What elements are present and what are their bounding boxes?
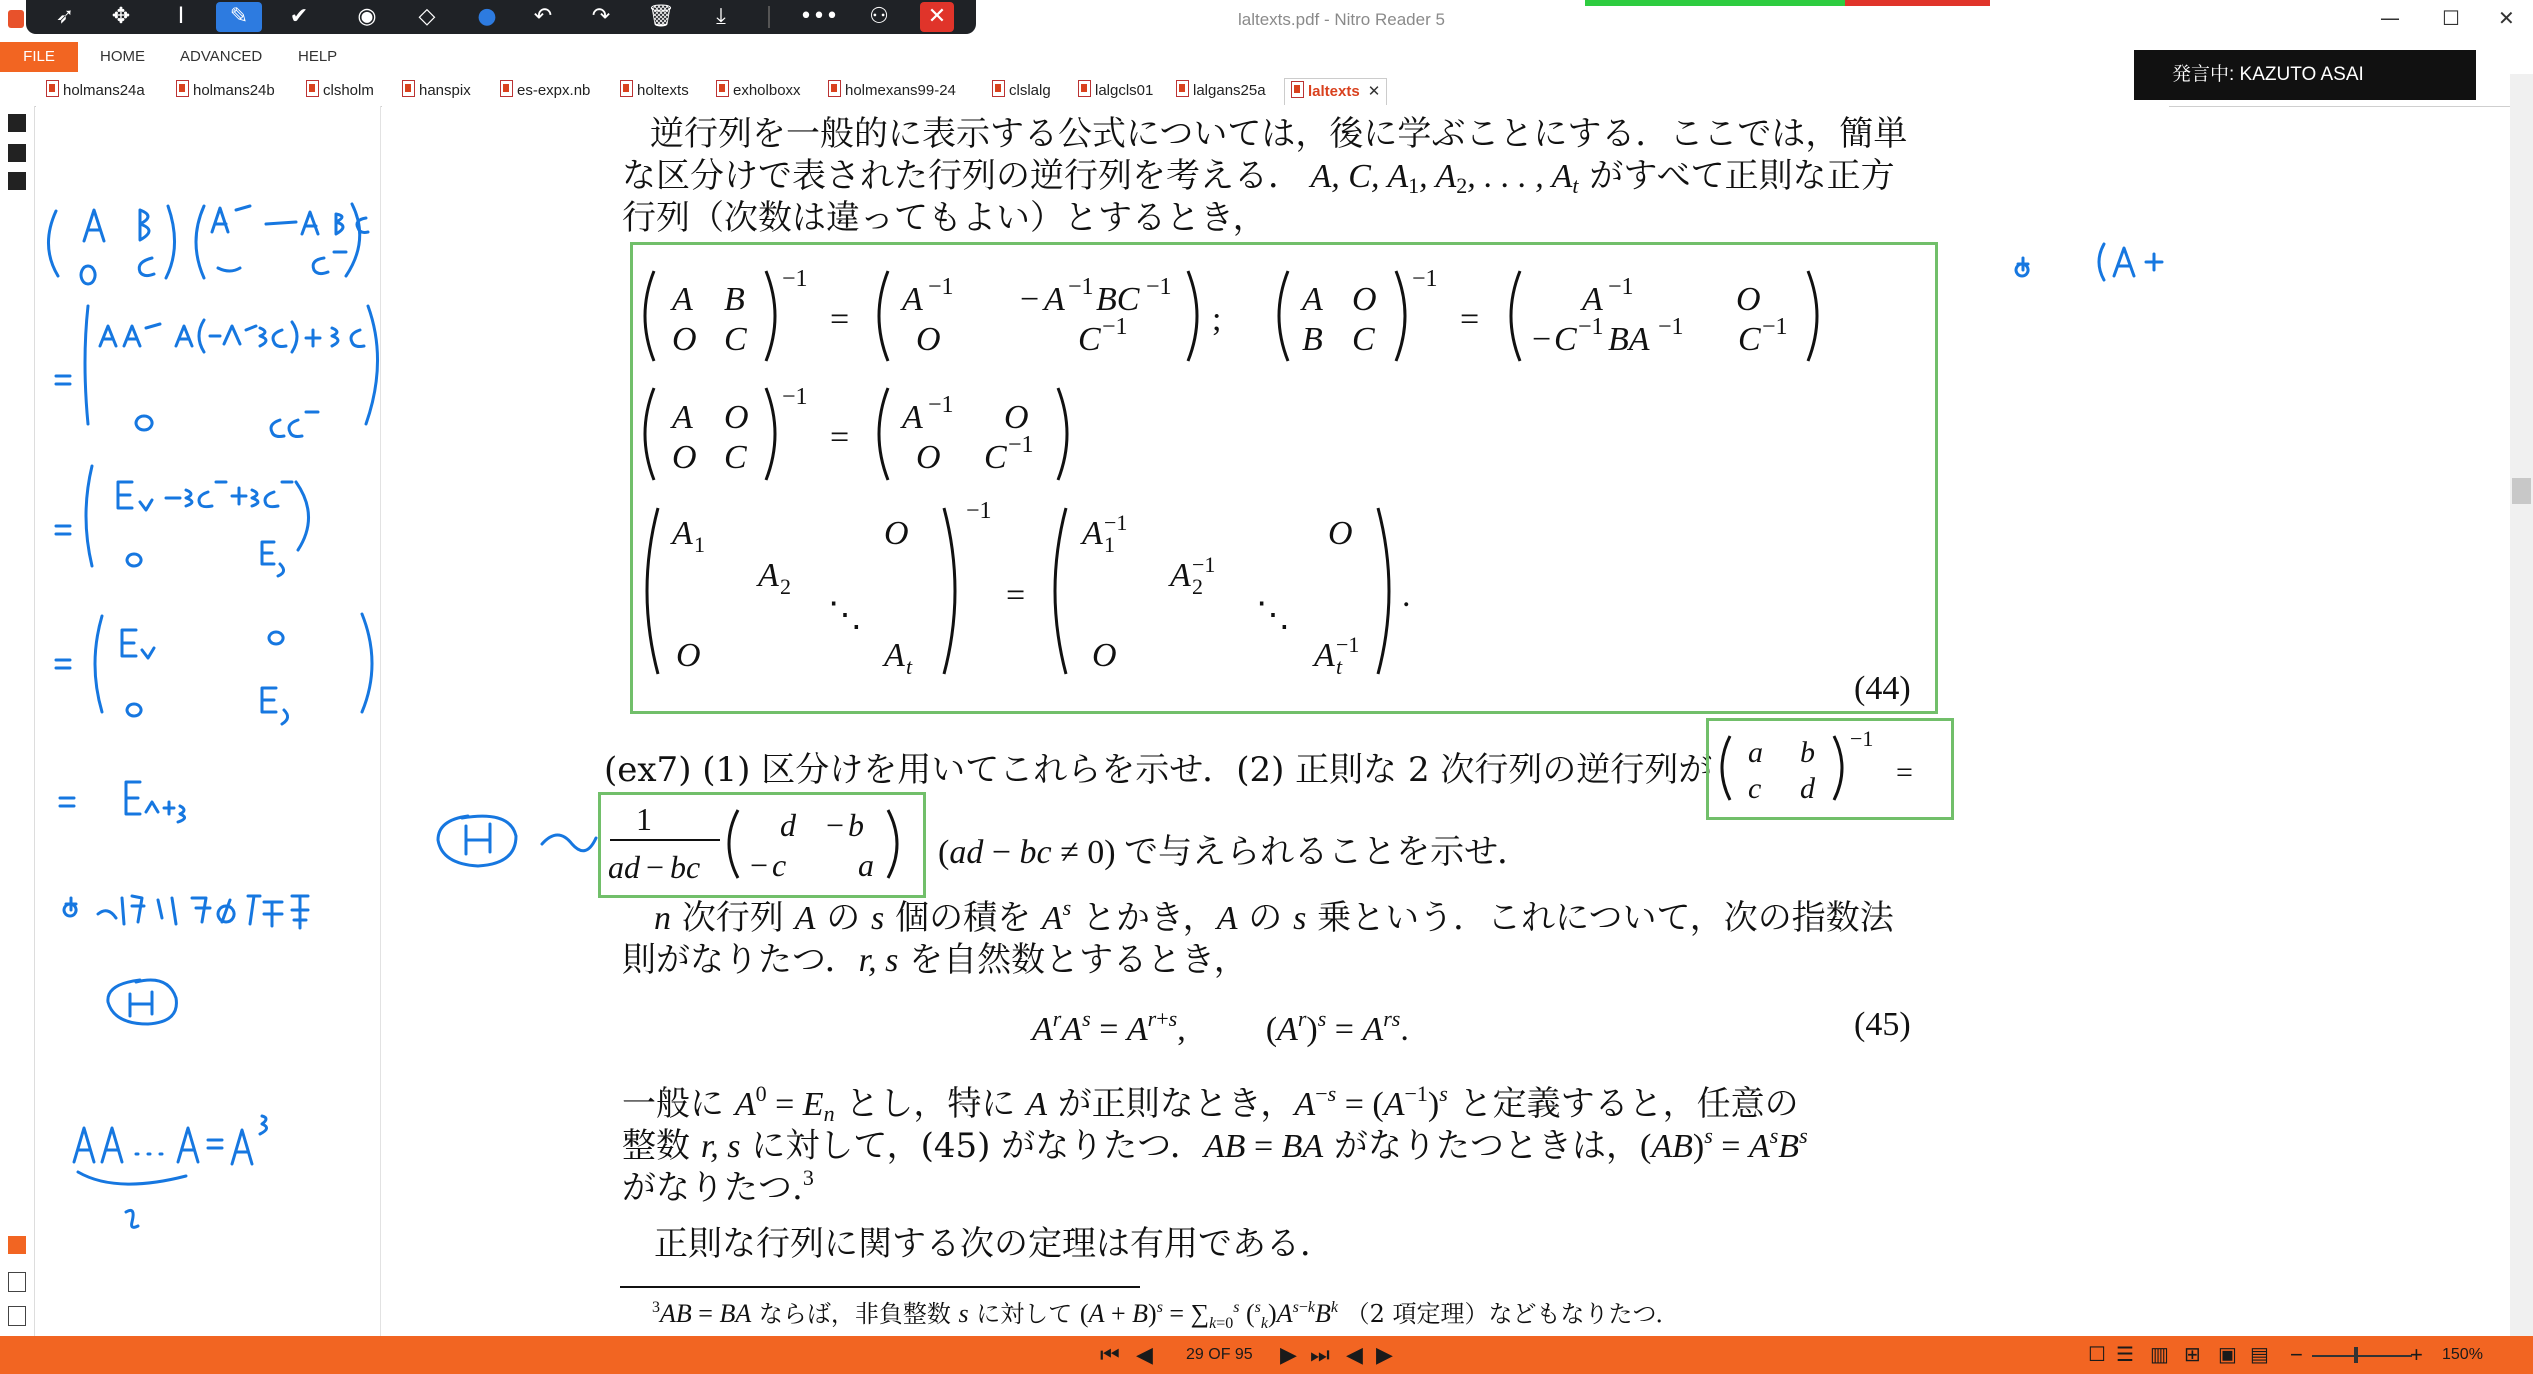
svg-text:−1: −1 xyxy=(782,266,808,292)
pdf-icon xyxy=(828,80,841,97)
svg-text:O: O xyxy=(1092,637,1117,674)
scrollbar-thumb[interactable] xyxy=(2512,478,2531,504)
pdf-icon xyxy=(500,80,513,97)
para2-t5: の xyxy=(1248,898,1283,938)
tab-hanspix[interactable]: hanspix xyxy=(402,78,471,104)
handwriting-ink xyxy=(36,106,380,1336)
handwritten-notes-panel xyxy=(36,106,381,1336)
list-icon[interactable] xyxy=(8,1272,26,1292)
svg-text:A: A xyxy=(672,281,693,318)
svg-text:−: − xyxy=(750,847,769,883)
para3-line3: がなりたつ.$^3$ xyxy=(622,1165,814,1208)
zoom-level[interactable]: 150% xyxy=(2442,1346,2483,1363)
para3-t7: がなりたつときは， xyxy=(1333,1126,1640,1166)
svg-text:A: A xyxy=(758,557,779,594)
tab-holmans24a[interactable]: holmans24a xyxy=(46,78,145,104)
next-page-icon[interactable]: ▶ xyxy=(1280,1342,1297,1367)
svg-text:−1: −1 xyxy=(1192,552,1216,577)
para3-t4: と定義すると，任意の xyxy=(1458,1084,1799,1124)
svg-text:−1: −1 xyxy=(928,274,954,300)
text-cursor-icon[interactable]: I xyxy=(177,4,185,29)
para1-line2-text: な区分けで表された行列の逆行列を考える． xyxy=(622,156,1302,196)
vertical-scrollbar[interactable] xyxy=(2510,74,2533,1336)
continuous-icon[interactable]: ☰ xyxy=(2116,1344,2134,1366)
tab-close-icon[interactable]: ✕ xyxy=(1367,83,1381,100)
window-close-icon[interactable]: ✕ xyxy=(2498,6,2515,30)
math-inline: A, C, A xyxy=(1302,158,1409,195)
svg-text:C: C xyxy=(1352,321,1375,358)
close-icon[interactable]: ✕ xyxy=(920,2,954,32)
para3-t8: がなりたつ. xyxy=(622,1168,803,1208)
para1-line2-tail: がすべて正則な正方 xyxy=(1589,156,1895,196)
svg-text:−1: −1 xyxy=(1146,274,1172,300)
svg-text:c: c xyxy=(1748,772,1762,805)
svg-text:d: d xyxy=(1800,772,1815,805)
svg-text:.: . xyxy=(1402,577,1411,614)
svg-text:=: = xyxy=(1896,756,1913,789)
svg-text:O: O xyxy=(672,321,697,358)
svg-text:⋱: ⋱ xyxy=(1256,597,1290,634)
color-dot-icon[interactable]: ● xyxy=(477,4,497,29)
svg-text:a: a xyxy=(1748,736,1763,769)
para3-t3: が正則なとき， xyxy=(1057,1084,1295,1124)
svg-text:c: c xyxy=(772,847,787,883)
svg-text:1: 1 xyxy=(1104,532,1115,557)
tab-exholboxx[interactable]: exholboxx xyxy=(716,78,801,104)
para1-line2: な区分けで表された行列の逆行列を考える． A, C, A1, A2, . . . , At がすべて正則な正方 xyxy=(622,156,1895,198)
para2-t2: の xyxy=(826,898,861,938)
svg-text:A: A xyxy=(902,399,923,436)
pan-icon[interactable]: ✥ xyxy=(111,4,131,29)
svg-text:−1: −1 xyxy=(928,392,954,418)
svg-text:ad: ad xyxy=(608,849,640,885)
zoom-slider-thumb[interactable] xyxy=(2354,1347,2358,1363)
zoom-out-icon[interactable]: − xyxy=(2290,1342,2303,1367)
svg-text:C: C xyxy=(1554,321,1577,358)
pen-icon[interactable]: ✎ xyxy=(216,2,262,32)
para3-t1: 一般に xyxy=(622,1084,724,1124)
svg-text:t: t xyxy=(1336,654,1343,679)
exponent-laws: $A^rA^s = A^{r+s}$, $(A^r)^s = A^{rs}$. xyxy=(1032,1006,1409,1048)
para3-line1: 一般に $A^0 = En$ とし，特に A が正則なとき，$A^{-s} = (A^{-1})^s$ と定義すると，任意の xyxy=(622,1081,1799,1126)
para3-t5: 整数 xyxy=(622,1126,690,1166)
para2-t6: 乗という．これについて，次の指数法 xyxy=(1317,898,1894,938)
svg-text:A: A xyxy=(1082,515,1103,552)
progress-green xyxy=(1585,0,1845,6)
fullscreen-icon[interactable]: ▣ xyxy=(2218,1344,2237,1366)
tab-holmans24b[interactable]: holmans24b xyxy=(176,78,275,104)
pdf-icon xyxy=(176,80,189,97)
svg-text:1: 1 xyxy=(636,801,652,837)
para2-line2: 則がなりたつ．r, s を自然数とするとき， xyxy=(622,940,1248,980)
svg-text:C: C xyxy=(1738,321,1761,358)
svg-text:−1: −1 xyxy=(1068,274,1094,300)
pdf-icon xyxy=(46,80,59,97)
stamp-icon[interactable]: ◉ xyxy=(357,4,377,29)
pdf-icon xyxy=(716,80,729,97)
svg-text:A: A xyxy=(1170,557,1191,594)
trash-icon[interactable]: 🗑 xyxy=(647,4,675,29)
pdf-icon xyxy=(992,80,1005,97)
para1-line3: 行列（次数は違ってもよい）とするとき， xyxy=(622,198,1267,238)
svg-text:B: B xyxy=(1302,321,1323,358)
progress-red xyxy=(1845,0,1990,6)
svg-text:=: = xyxy=(1006,577,1026,614)
svg-text:;: ; xyxy=(1212,301,1222,338)
svg-text:O: O xyxy=(1352,281,1377,318)
pdf-icon xyxy=(306,80,319,97)
tab-es-expx[interactable]: es-expx.nb xyxy=(500,78,590,104)
svg-text:−: − xyxy=(646,849,665,885)
svg-text:A: A xyxy=(1582,281,1603,318)
svg-text:BC: BC xyxy=(1096,281,1140,318)
svg-text:A: A xyxy=(884,637,905,674)
pdf-icon xyxy=(620,80,633,97)
single-page-icon[interactable]: ☐ xyxy=(2088,1344,2106,1366)
svg-text:−1: −1 xyxy=(1578,314,1604,340)
tab-lalgans25a[interactable]: lalgans25a xyxy=(1176,78,1266,104)
checkmark-icon[interactable]: ✔ xyxy=(289,4,309,29)
menu-advanced[interactable]: ADVANCED xyxy=(180,48,263,65)
svg-text:A: A xyxy=(1314,637,1335,674)
svg-text:O: O xyxy=(1004,399,1029,436)
svg-text:C: C xyxy=(724,321,747,358)
share-icon[interactable]: ⚇ xyxy=(869,4,889,29)
svg-text:BA: BA xyxy=(1608,321,1650,358)
document-tabs xyxy=(0,74,2533,107)
back-view-icon[interactable]: ◀ xyxy=(1346,1342,1363,1367)
page-indicator[interactable]: 29 OF 95 xyxy=(1186,1346,1253,1363)
tab-holtexts[interactable]: holtexts xyxy=(620,78,689,104)
svg-text:=: = xyxy=(1460,301,1480,338)
svg-text:B: B xyxy=(724,281,745,318)
svg-text:O: O xyxy=(1736,281,1761,318)
svg-text:A: A xyxy=(902,281,923,318)
pdf-icon xyxy=(1291,81,1304,98)
para4: 正則な行列に関する次の定理は有用である． xyxy=(654,1224,1334,1264)
svg-text:O: O xyxy=(884,515,909,552)
svg-text:a: a xyxy=(858,847,874,883)
svg-text:b: b xyxy=(1800,736,1815,769)
eraser-icon[interactable]: ◇ xyxy=(418,4,436,29)
ex7-line2: (ad − bc ≠ 0) で与えられることを示せ． xyxy=(938,832,1532,872)
svg-text:−1: −1 xyxy=(1102,314,1128,340)
tab-clslalg[interactable]: clslalg xyxy=(992,78,1051,104)
svg-text:C: C xyxy=(1078,321,1101,358)
annotation-toolbar xyxy=(26,0,976,34)
svg-text:A: A xyxy=(1302,281,1323,318)
presentation-icon[interactable]: ▤ xyxy=(2250,1344,2269,1366)
svg-text:−1: −1 xyxy=(1008,432,1034,458)
svg-text:−1: −1 xyxy=(1608,274,1634,300)
page-ink-annotations xyxy=(382,106,2169,1336)
minimize-icon[interactable]: — xyxy=(2380,6,2400,30)
pdf-page xyxy=(382,106,2169,1336)
svg-text:=: = xyxy=(830,419,850,456)
window-title: laltexts.pdf - Nitro Reader 5 xyxy=(1238,10,1445,29)
svg-text:−: − xyxy=(1532,321,1552,358)
para1-line1: 逆行列を一般的に表示する公式については，後に学ぶことにする．ここでは，簡単 xyxy=(650,114,1908,154)
svg-text:2: 2 xyxy=(1192,574,1203,599)
para2-line1: n 次行列 A の s 個の積を $A^s$ とかき，A の s 乗という．これについて，次の指数法 xyxy=(654,895,1894,938)
footnote-t1: ならば，非負整数 xyxy=(758,1300,951,1328)
tab-clsholm[interactable]: clsholm xyxy=(306,78,374,104)
two-page-icon[interactable]: ▥ xyxy=(2150,1344,2169,1366)
svg-text:A: A xyxy=(672,399,693,436)
para2-t1: 次行列 xyxy=(681,898,784,938)
zoom-in-icon[interactable]: + xyxy=(2410,1342,2423,1367)
ex7-line1: (ex7) (1) 区分けを用いてこれらを示せ．(2) 正則な 2 次行列の逆行列が xyxy=(604,750,1713,790)
tab-lalgcls01[interactable]: lalgcls01 xyxy=(1078,78,1153,104)
svg-text:A: A xyxy=(1044,281,1065,318)
tab-holmexans99-24[interactable]: holmexans99-24 xyxy=(828,78,956,104)
layers-icon[interactable] xyxy=(8,1236,26,1254)
footnote-t3: （2 項定理）などもなりたつ． xyxy=(1345,1300,1680,1328)
maximize-icon[interactable]: ☐ xyxy=(2442,6,2460,30)
svg-text:−1: −1 xyxy=(1104,510,1128,535)
forward-view-icon[interactable]: ▶ xyxy=(1376,1342,1393,1367)
select-arrow-icon[interactable]: ➶ xyxy=(55,4,75,29)
footnote-t2: に対して xyxy=(976,1300,1073,1328)
menu-help[interactable]: HELP xyxy=(298,48,338,65)
svg-text:−1: −1 xyxy=(782,384,808,410)
svg-text:b: b xyxy=(848,807,864,843)
left-tool-rail xyxy=(0,106,35,1336)
redo-icon[interactable]: ↷ xyxy=(591,4,611,29)
pages-icon[interactable] xyxy=(8,114,26,132)
menu-home[interactable]: HOME xyxy=(100,48,145,65)
svg-text:−: − xyxy=(826,807,845,843)
para2-t8: を自然数とするとき， xyxy=(909,940,1248,980)
svg-text:C: C xyxy=(724,439,747,476)
pdf-icon xyxy=(1176,80,1189,97)
ex7-line2-text: で与えられることを示せ． xyxy=(1124,832,1532,872)
svg-text:C: C xyxy=(984,439,1007,476)
svg-text:t: t xyxy=(906,654,913,679)
svg-text:=: = xyxy=(830,301,850,338)
pdf-icon xyxy=(1078,80,1091,97)
svg-text:O: O xyxy=(916,439,941,476)
para3-t2: とし，特に xyxy=(845,1084,1016,1124)
zoom-slider[interactable] xyxy=(2312,1355,2412,1357)
undo-icon[interactable]: ↶ xyxy=(533,4,553,29)
grid-view-icon[interactable]: ⊞ xyxy=(2184,1344,2201,1366)
para2-t4: とかき， xyxy=(1082,898,1217,938)
presenter-badge: 発言中: KAZUTO ASAI xyxy=(2134,50,2476,100)
svg-text:−1: −1 xyxy=(966,498,992,524)
svg-text:O: O xyxy=(724,399,749,436)
para3-t6: に対して，(45) がなりたつ． xyxy=(751,1126,1204,1166)
para2-t7: 則がなりたつ． xyxy=(622,940,859,980)
svg-text:−: − xyxy=(1020,281,1040,318)
last-page-icon[interactable]: ⏭ xyxy=(1310,1342,1330,1367)
first-page-icon[interactable]: ⏮ xyxy=(1100,1342,1120,1367)
eq45-label: (45) xyxy=(1854,1006,1911,1043)
svg-text:⋱: ⋱ xyxy=(828,597,862,634)
footnote: $^3$AB = BA ならば，非負整数 s に対して $(A + B)^s = \sum_{k=0}^s$ $(^s_k)A^{s-k}B^k$ （2 項定理）などもなりたつ． xyxy=(652,1299,1680,1332)
svg-text:−1: −1 xyxy=(1336,632,1360,657)
svg-text:O: O xyxy=(916,321,941,358)
para2-t3: 個の積を xyxy=(895,898,1032,938)
para3-line2: 整数 r, s に対して，(45) がなりたつ．AB = BA がなりたつときは，$(AB)^s = A^sB^s$ xyxy=(622,1123,1808,1166)
svg-text:−1: −1 xyxy=(1658,314,1684,340)
svg-text:−1: −1 xyxy=(1850,726,1874,751)
svg-text:O: O xyxy=(676,637,701,674)
eq44-label: (44) xyxy=(1854,670,1911,707)
svg-text:A: A xyxy=(672,515,693,552)
prev-page-icon[interactable]: ◀ xyxy=(1136,1342,1153,1367)
svg-text:2: 2 xyxy=(780,574,791,599)
outline-icon[interactable] xyxy=(8,1306,26,1326)
tab-laltexts[interactable]: laltexts ✕ xyxy=(1284,78,1387,105)
svg-text:1: 1 xyxy=(694,532,705,557)
svg-text:bc: bc xyxy=(670,849,701,885)
svg-text:O: O xyxy=(1328,515,1353,552)
svg-text:d: d xyxy=(780,807,796,843)
nitro-logo-icon xyxy=(8,10,24,28)
pdf-icon xyxy=(402,80,415,97)
more-icon[interactable]: ••• xyxy=(799,4,839,29)
svg-text:−1: −1 xyxy=(1412,266,1438,292)
svg-text:−1: −1 xyxy=(1762,314,1788,340)
svg-text:O: O xyxy=(672,439,697,476)
attachments-icon[interactable] xyxy=(8,172,26,190)
download-icon[interactable]: ⤓ xyxy=(716,4,726,29)
menu-file[interactable]: FILE xyxy=(0,42,78,72)
